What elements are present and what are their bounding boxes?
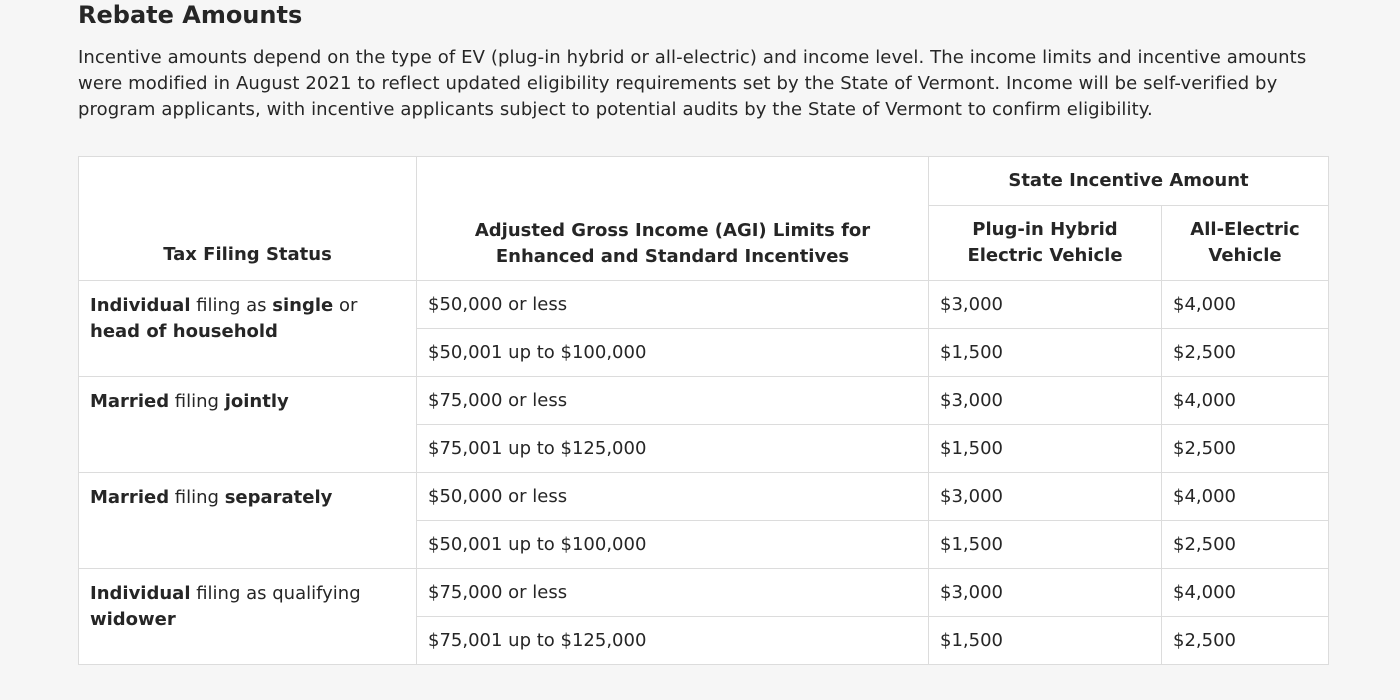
status-text-segment: Married <box>90 391 170 412</box>
status-text-segment: single <box>272 295 334 316</box>
bev-cell: $4,000 <box>1162 377 1329 425</box>
bev-cell: $2,500 <box>1162 521 1329 569</box>
agi-cell: $75,000 or less <box>417 377 929 425</box>
agi-cell: $50,000 or less <box>417 473 929 521</box>
status-text-segment: filing <box>169 487 225 508</box>
status-text-segment: filing <box>169 391 225 412</box>
table-row <box>79 377 1329 425</box>
status-text-segment: or <box>333 295 358 316</box>
status-text-segment: widower <box>90 609 176 630</box>
tax-filing-status-cell <box>79 281 417 377</box>
header-plug-in-hybrid: Plug-in Hybrid Electric Vehicle <box>929 206 1162 281</box>
intro-paragraph: Incentive amounts depend on the type of EV (plug-in hybrid or all-electric) and income level. The income limits and incentive amounts were modified in August 2021 to reflect updated eligibility requirements set by the State of Vermont. Income will be self-verified by program applicants, with incentive applicants subject to potential audits by the State of Vermont to confirm eligibility. <box>78 47 1307 120</box>
phev-cell: $1,500 <box>929 521 1162 569</box>
tax-filing-status-cell <box>79 569 417 665</box>
agi-cell: $50,001 up to $100,000 <box>417 521 929 569</box>
status-text-segment: Individual <box>90 295 191 316</box>
phev-cell: $3,000 <box>929 473 1162 521</box>
status-text-segment: Individual <box>90 583 191 604</box>
phev-cell: $1,500 <box>929 617 1162 665</box>
phev-cell: $3,000 <box>929 377 1162 425</box>
phev-cell: $3,000 <box>929 281 1162 329</box>
bev-cell: $2,500 <box>1162 425 1329 473</box>
status-text-segment: Married <box>90 487 170 508</box>
status-text-segment: separately <box>224 487 333 508</box>
agi-cell: $75,001 up to $125,000 <box>417 617 929 665</box>
bev-cell: $2,500 <box>1162 329 1329 377</box>
phev-cell: $1,500 <box>929 329 1162 377</box>
phev-cell: $1,500 <box>929 425 1162 473</box>
bev-cell: $2,500 <box>1162 617 1329 665</box>
bev-cell: $4,000 <box>1162 281 1329 329</box>
section-heading: Rebate Amounts <box>78 1 303 29</box>
agi-cell: $50,001 up to $100,000 <box>417 329 929 377</box>
header-state-incentive-amount: State Incentive Amount <box>929 157 1329 206</box>
bev-cell: $4,000 <box>1162 569 1329 617</box>
tax-filing-status-cell <box>79 377 417 473</box>
status-text-segment: filing as qualifying <box>190 583 361 604</box>
bev-cell: $4,000 <box>1162 473 1329 521</box>
table-row <box>79 569 1329 617</box>
header-tax-filing-status: Tax Filing Status <box>79 157 417 281</box>
table-row <box>79 281 1329 329</box>
status-text-segment: jointly <box>224 391 289 412</box>
phev-cell: $3,000 <box>929 569 1162 617</box>
agi-cell: $50,000 or less <box>417 281 929 329</box>
agi-cell: $75,000 or less <box>417 569 929 617</box>
status-text-segment: filing as <box>190 295 273 316</box>
header-agi-limits: Adjusted Gross Income (AGI) Limits for Enhanced and Standard Incentives <box>417 157 929 281</box>
rebate-table <box>78 156 1329 665</box>
status-text-segment: head of household <box>90 321 278 342</box>
table-row <box>79 473 1329 521</box>
agi-cell: $75,001 up to $125,000 <box>417 425 929 473</box>
header-all-electric: All-Electric Vehicle <box>1162 206 1329 281</box>
tax-filing-status-cell <box>79 473 417 569</box>
